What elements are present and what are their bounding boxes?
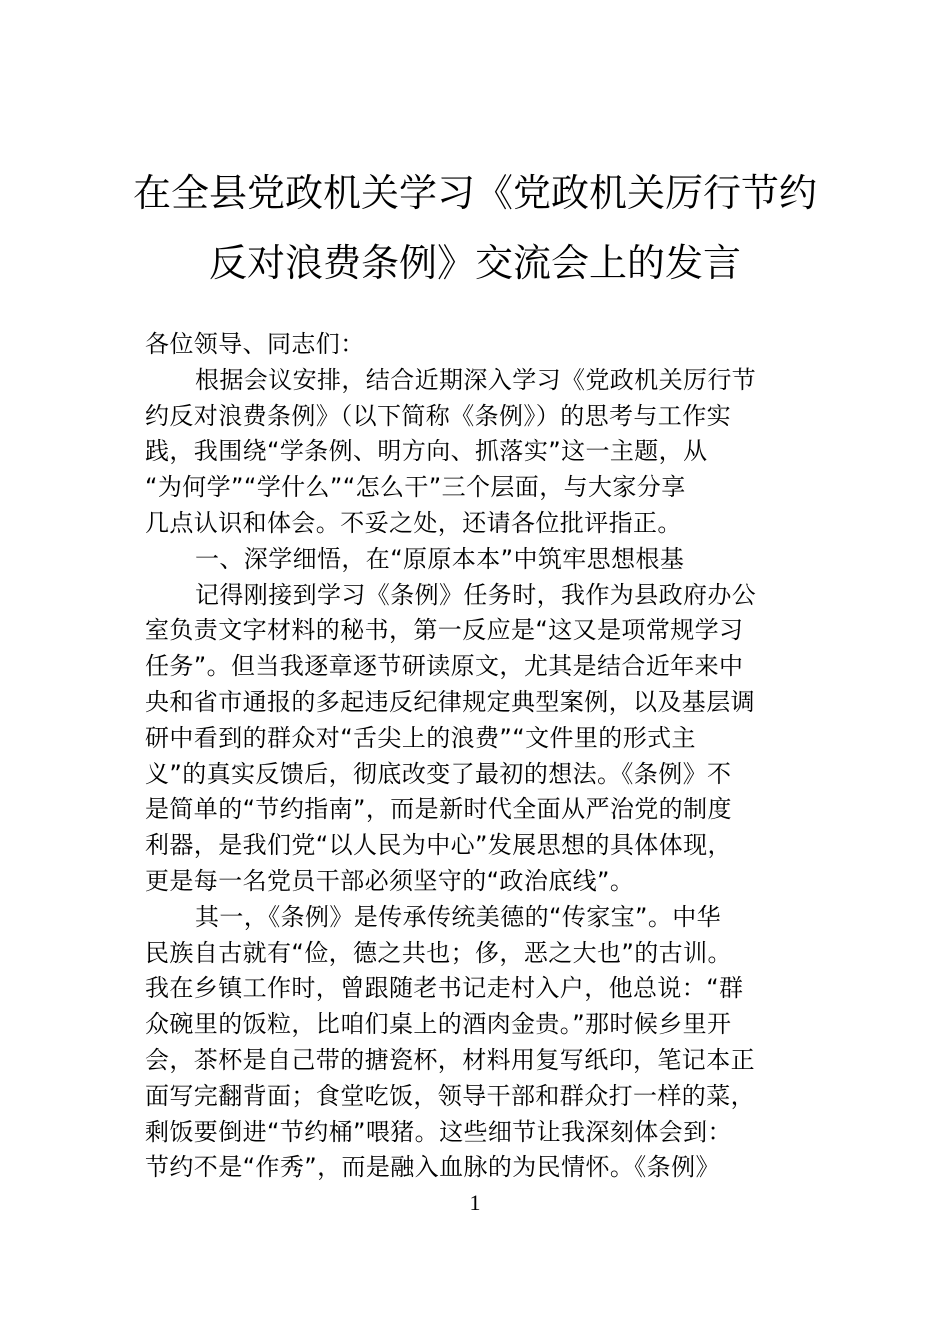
body-line: 利器，是我们党“以人民为中心”发展思想的具体体现， [145, 831, 732, 860]
body-line: 剩饭要倒进“节约桶”喂猪。这些细节让我深刻体会到： [145, 1117, 732, 1146]
document-title [0, 158, 950, 298]
body-line: 众碗里的饭粒，比咱们桌上的酒肉金贵。”那时候乡里开 [145, 1010, 732, 1039]
document-body [145, 327, 810, 1186]
body-line: 民族自古就有“俭，德之共也；侈，恶之大也”的古训。 [145, 938, 732, 967]
body-line: 约反对浪费条例》（以下简称《条例》）的思考与工作实 [145, 401, 731, 430]
body-line: 践，我围绕“学条例、明方向、抓落实”这一主题，从 [145, 437, 708, 466]
body-line: 几点认识和体会。不妥之处，还请各位批评指正。 [145, 508, 682, 537]
body-line: 更是每一名党员干部必须坚守的“政治底线”。 [145, 866, 635, 895]
body-line: 记得刚接到学习《条例》任务时，我作为县政府办公 [195, 580, 757, 609]
body-line: 面写完翻背面；食堂吃饭，领导干部和群众打一样的菜， [145, 1081, 755, 1110]
title-line-1: 在全县党政机关学习《党政机关厉行节约 [132, 171, 817, 215]
body-line: “为何学”“学什么”“怎么干”三个层面，与大家分享 [145, 473, 686, 502]
body-line: 会，茶杯是自己带的搪瓷杯，材料用复写纸印，笔记本正 [145, 1045, 755, 1074]
body-line: 任务”。但当我逐章逐节研读原文，尤其是结合近年来中 [145, 652, 744, 681]
body-line: 一、深学细悟，在“原原本本”中筑牢思想根基 [195, 544, 685, 573]
body-line: 是简单的“节约指南”，而是新时代全面从严治党的制度 [145, 795, 732, 824]
body-line: 其一，《条例》是传承传统美德的“传家宝”。中华 [195, 902, 722, 931]
body-line: 我在乡镇工作时，曾跟随老书记走村入户，他总说：“群 [145, 974, 744, 1003]
title-line-2: 反对浪费条例》交流会上的发言 [208, 241, 741, 285]
body-line: 研中看到的群众对“舌尖上的浪费”“文件里的形式主 [145, 723, 696, 752]
body-line: 央和省市通报的多起违反纪律规定典型案例，以及基层调 [145, 687, 755, 716]
body-line: 各位领导、同志们： [145, 330, 365, 358]
body-line: 节约不是“作秀”，而是融入血脉的为民情怀。《条例》 [145, 1153, 720, 1182]
page-number: 1 [469, 1190, 481, 1215]
body-line: 根据会议安排，结合近期深入学习《党政机关厉行节 [195, 365, 757, 394]
body-line: 室负责文字材料的秘书，第一反应是“这又是项常规学习 [145, 616, 744, 645]
body-line: 义”的真实反馈后，彻底改变了最初的想法。《条例》不 [145, 759, 732, 788]
